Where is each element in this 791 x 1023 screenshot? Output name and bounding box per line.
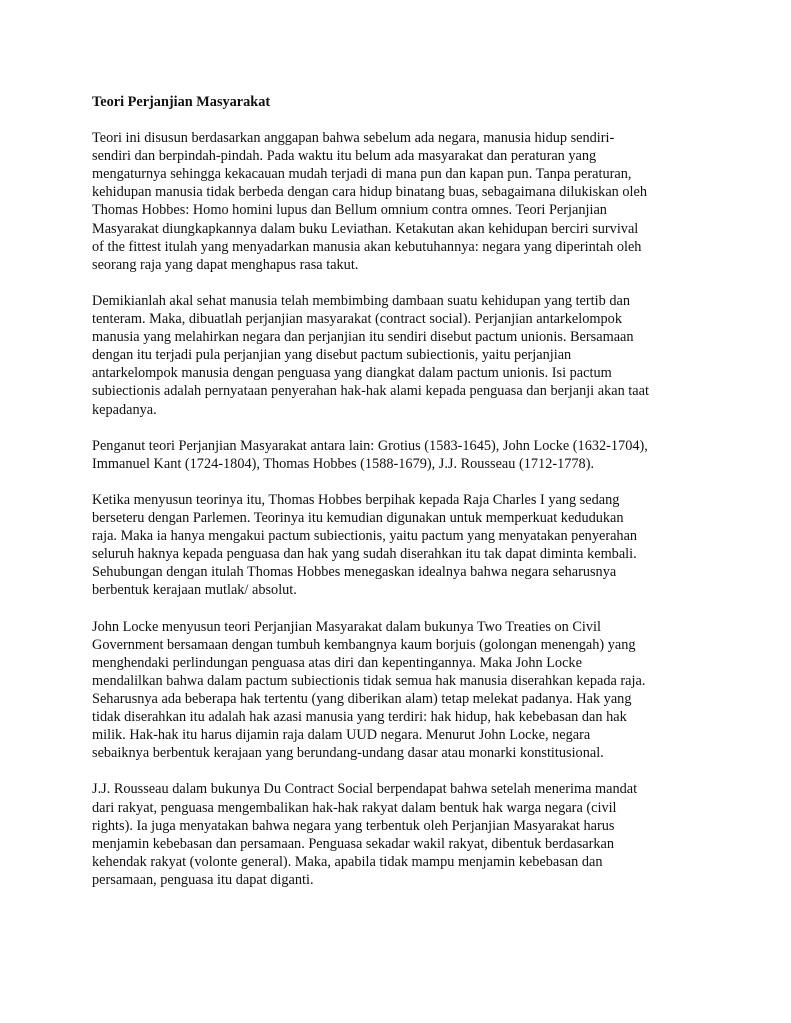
paragraph-6 (92, 780, 704, 889)
text-line: sendiri dan berpindah-pindah. Pada waktu itu belum ada masyarakat dan peraturan yang (92, 148, 597, 165)
text-line: seorang raja yang dapat menghapus rasa takut. (92, 256, 359, 273)
text-line: dengan itu terjadi pula perjanjian yang disebut pactum subiectionis, yaitu perjanjian (92, 347, 572, 364)
text-line: Masyarakat diungkapkannya dalam buku Leviathan. Ketakutan akan kehidupan berciri survival (92, 220, 639, 237)
text-line: kehendak rakyat (volonte general). Maka, apabila tidak mampu menjamin kebebasan dan (92, 853, 603, 870)
text-line: of the fittest itulah yang menyadarkan manusia akan kebutuhannya: negara yang diperintah oleh (92, 238, 642, 255)
paragraph-3 (92, 437, 704, 473)
text-line: Demikianlah akal sehat manusia telah membimbing dambaan suatu kehidupan yang tertib dan (92, 292, 630, 309)
text-line: Thomas Hobbes: Homo homini lupus dan Bellum omnium contra omnes. Teori Perjanjian (92, 202, 607, 219)
text-line: kepadanya. (92, 401, 157, 418)
text-line: Government bersamaan dengan tumbuh kembangnya kaum borjuis (golongan menengah) yang (92, 636, 636, 653)
text-line: antarkelompok manusia dengan penguasa yang diangkat dalam pactum unionis. Isi pactum (92, 365, 612, 382)
text-line: menjamin kebebasan dan persamaan. Penguasa sekadar wakil rakyat, dibentuk berdasarkan (92, 835, 615, 852)
text-line: seluruh haknya kepada penguasa dan hak yang sudah diserahkan itu tak dapat diminta kembali. (92, 546, 637, 563)
text-line: menghendaki perlindungan penguasa atas diri dan kepentingannya. Maka John Locke (92, 654, 582, 671)
text-line: Seharusnya ada beberapa hak tertentu (yang diberikan alam) tetap melekat padanya. Hak yang (92, 691, 632, 707)
text-line: berbentuk kerajaan mutlak/ absolut. (92, 582, 297, 599)
document-title: Teori Perjanjian Masyarakat (92, 94, 271, 110)
text-line: tenteram. Maka, dibuatlah perjanjian masyarakat (contract social). Perjanjian antarkelompok (92, 311, 622, 328)
text-line: berseteru dengan Parlemen. Teorinya itu kemudian digunakan untuk memperkuat kedudukan (92, 510, 624, 527)
text-line: Teori ini disusun berdasarkan anggapan bahwa sebelum ada negara, manusia hidup sendiri- (92, 130, 615, 147)
paragraph-5 (92, 618, 704, 763)
text-line: dari rakyat, penguasa mengembalikan hak-hak rakyat dalam bentuk hak warga negara (civil (92, 799, 617, 816)
text-line: sebaiknya berbentuk kerajaan yang berundang-undang dasar atau monarki konstitusional. (92, 745, 604, 762)
text-line: tidak diserahkan itu adalah hak azasi manusia yang terdiri: hak hidup, hak kebebasan dan hak (92, 709, 627, 726)
text-line: persamaan, penguasa itu dapat diganti. (92, 871, 314, 888)
paragraph-4 (92, 491, 704, 600)
text-line: mengaturnya sehingga kekacauan mudah terjadi di mana pun dan kapan pun. Tanpa peraturan, (92, 166, 632, 183)
paragraph-1 (92, 129, 704, 274)
text-line: rights). Ia juga menyatakan bahwa negara yang terbentuk oleh Perjanjian Masyarakat harus (92, 817, 615, 834)
text-line: kehidupan manusia tidak berbeda dengan cara hidup binatang buas, sebagaimana dilukiskan oleh (92, 184, 648, 201)
paragraph-2 (92, 292, 704, 419)
text-line: Sehubungan dengan itulah Thomas Hobbes menegaskan idealnya bahwa negara seharusnya (92, 564, 617, 581)
text-line: manusia yang melahirkan negara dan perjanjian itu sendiri disebut pactum unionis. Bersamaan (92, 329, 634, 346)
text-line: Ketika menyusun teorinya itu, Thomas Hobbes berpihak kepada Raja Charles I yang sedang (92, 491, 620, 508)
text-line: raja. Maka ia hanya mengakui pactum subiectionis, yaitu pactum yang menyatakan penyerahan (92, 528, 638, 545)
text-line: milik. Hak-hak itu harus dijamin raja dalam UUD negara. Menurut John Locke, negara (92, 727, 591, 744)
text-line: mendalilkan bahwa dalam pactum subiectionis tidak semua hak manusia diserahkan kepada raja. (92, 672, 646, 689)
text-line: Immanuel Kant (1724-1804), Thomas Hobbes (1588-1679), J.J. Rousseau (1712-1778). (92, 455, 595, 472)
text-line: John Locke menyusun teori Perjanjian Masyarakat dalam bukunya Two Treaties on Civil (92, 618, 601, 635)
text-line: subiectionis adalah pernyataan penyerahan hak-hak alami kepada penguasa dan berjanji akan taat (92, 383, 649, 400)
text-line: Penganut teori Perjanjian Masyarakat antara lain: Grotius (1583-1645), John Locke (1632-1704), (92, 437, 648, 454)
document-page (92, 93, 704, 907)
text-line: J.J. Rousseau dalam bukunya Du Contract Social berpendapat bahwa setelah menerima mandat (92, 781, 638, 798)
